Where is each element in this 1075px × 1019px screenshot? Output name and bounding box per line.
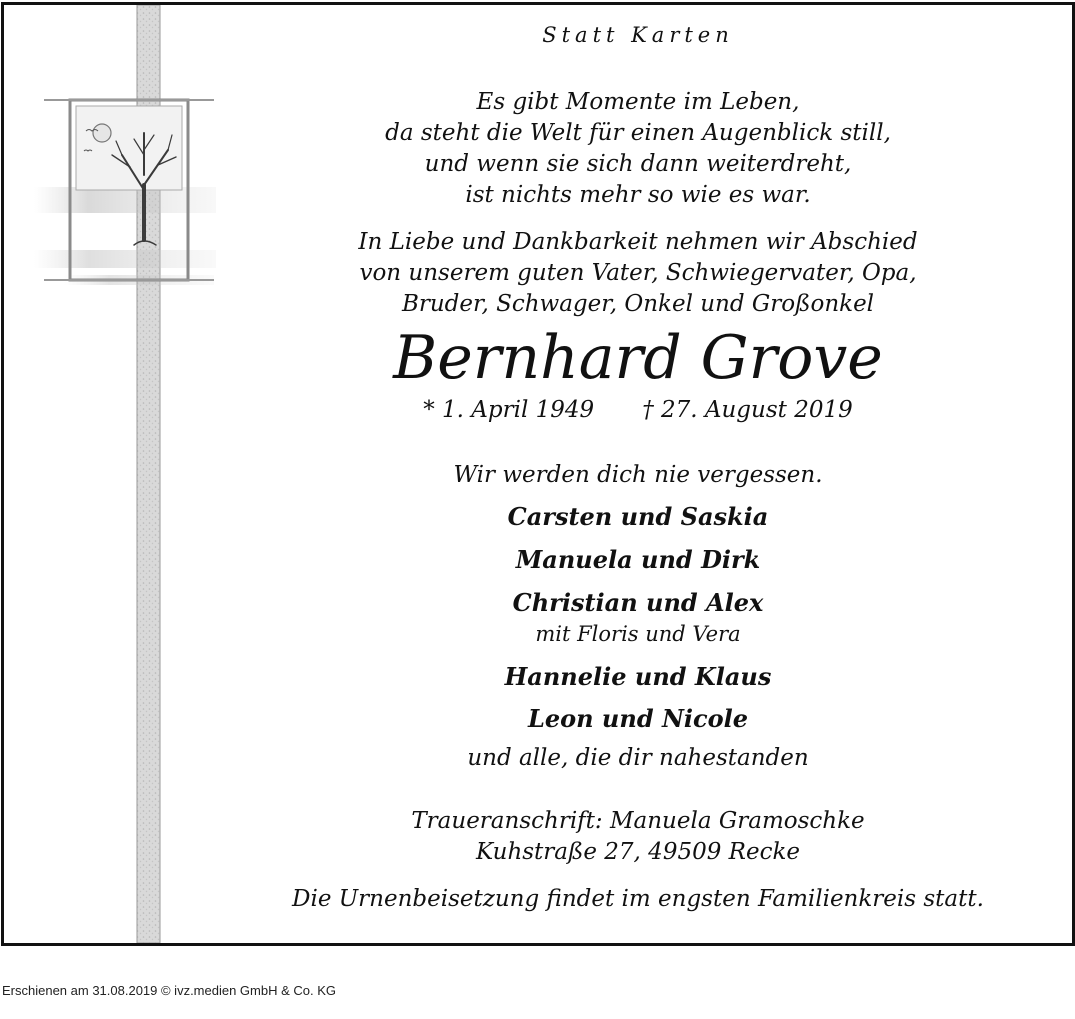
obituary-notice xyxy=(1,2,1075,946)
notice-header: Statt Karten xyxy=(542,23,734,47)
quote-line: da steht die Welt für einen Augenblick still, xyxy=(385,120,891,146)
intro-line: von unserem guten Vater, Schwiegervater, Opa, xyxy=(359,260,917,286)
intro-line: Bruder, Schwager, Onkel und Großonkel xyxy=(401,291,875,317)
quote-line: und wenn sie sich dann weiterdreht, xyxy=(424,151,852,177)
family-member: Leon und Nicole xyxy=(527,704,749,733)
family-member-sub: mit Floris und Vera xyxy=(535,622,741,646)
family-member: Manuela und Dirk xyxy=(515,545,761,574)
intro-line: In Liebe und Dankbarkeit nehmen wir Abschied xyxy=(358,229,918,255)
ceremony-note: Die Urnenbeisetzung findet im engsten Familienkreis statt. xyxy=(292,886,984,912)
family-member: Hannelie und Klaus xyxy=(504,662,772,691)
mourning-address: Kuhstraße 27, 49509 Recke xyxy=(475,839,801,865)
quote-line: Es gibt Momente im Leben, xyxy=(476,89,800,115)
birth-date: * 1. April 1949 xyxy=(423,397,595,423)
mourning-address: Traueranschrift: Manuela Gramoschke xyxy=(411,808,865,834)
family-member: Christian und Alex xyxy=(512,588,764,617)
deceased-name: Bernhard Grove xyxy=(393,323,883,393)
family-member: Carsten und Saskia xyxy=(507,502,769,531)
closing-text: und alle, die dir nahestanden xyxy=(467,745,809,771)
quote-line: ist nichts mehr so wie es war. xyxy=(465,182,811,208)
cross-tree-illustration xyxy=(4,5,224,943)
death-date: † 27. August 2019 xyxy=(642,397,853,423)
publication-footer: Erschienen am 31.08.2019 © ivz.medien GmbH & Co. KG xyxy=(2,983,337,998)
remember-text: Wir werden dich nie vergessen. xyxy=(453,462,823,488)
notice-content xyxy=(204,5,1072,943)
life-dates xyxy=(204,397,1072,423)
